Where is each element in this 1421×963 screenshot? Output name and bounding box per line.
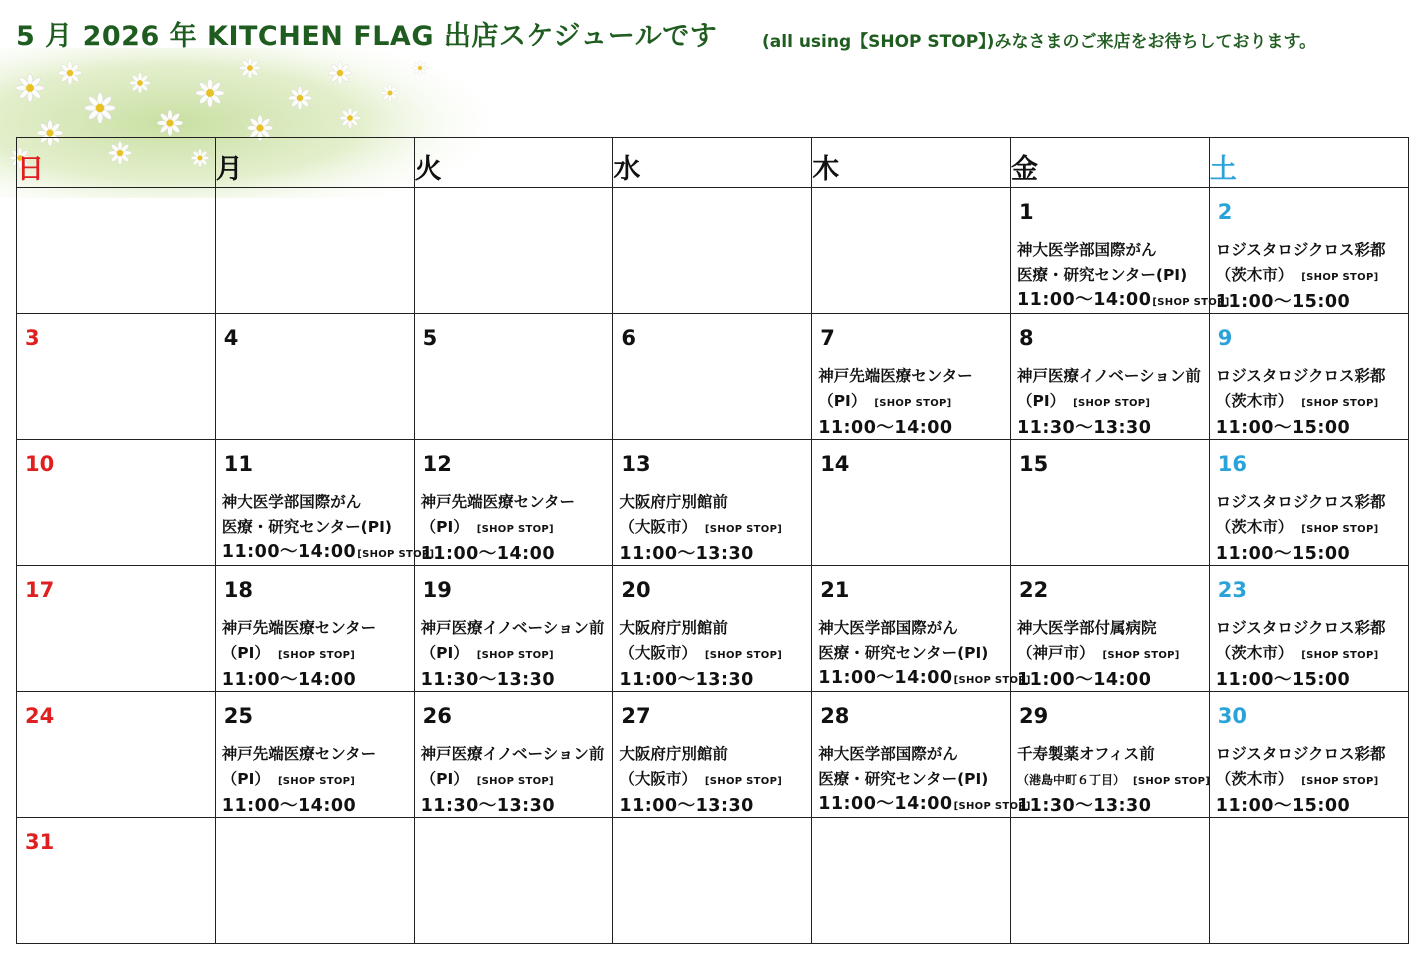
shop-event (1016, 238, 1230, 315)
calendar-day-cell (613, 692, 812, 818)
shop-event (1017, 616, 1205, 693)
weekday-saturday: 土 (1209, 138, 1408, 188)
calendar-day-cell (17, 818, 216, 944)
calendar-week-row (17, 692, 1409, 818)
event-time: 11:00～13:30 (619, 796, 754, 816)
day-number: 1 (1018, 200, 1034, 224)
calendar-day-cell (1010, 818, 1209, 944)
calendar-week-row (17, 440, 1409, 566)
event-location: ロジスタロジクロス彩都 (1215, 493, 1386, 511)
event-location: 神戸先端医療センター (818, 367, 973, 385)
calendar-day-cell (812, 314, 1011, 440)
day-number: 10 (25, 452, 55, 476)
page-title: 5 月 2026 年 KITCHEN FLAG 出店スケジュールです (16, 21, 718, 52)
shop-event (421, 742, 609, 819)
weekday-sunday: 日 (17, 138, 216, 188)
weekday-tuesday: 火 (414, 138, 613, 188)
calendar-day-cell (1209, 818, 1408, 944)
event-area: （茨木市） (1215, 644, 1294, 662)
shop-event (1216, 616, 1404, 693)
event-location: 大阪府庁別館前 (619, 619, 728, 637)
shop-event (221, 490, 435, 567)
shop-event (818, 364, 1006, 441)
calendar-day-cell (414, 566, 613, 692)
calendar-day-cell (414, 314, 613, 440)
calendar-day-cell (215, 566, 414, 692)
event-location: ロジスタロジクロス彩都 (1215, 241, 1386, 259)
shop-stop-tag: [SHOP STOP] (1301, 398, 1379, 409)
event-area: （神戸市） (1016, 644, 1095, 662)
day-number: 9 (1217, 326, 1233, 350)
shop-event (818, 616, 1031, 693)
day-number: 30 (1217, 704, 1248, 728)
event-location: 神戸先端医療センター (221, 619, 377, 637)
calendar-day-cell (17, 188, 216, 314)
calendar-day-cell (1209, 440, 1408, 566)
event-area: （茨木市） (1215, 770, 1294, 788)
calendar-day-cell (17, 314, 216, 440)
day-number: 26 (422, 704, 452, 728)
day-number: 5 (422, 326, 438, 350)
calendar-day-cell (1010, 566, 1209, 692)
day-number: 27 (621, 704, 651, 728)
event-area: （PI） (420, 518, 469, 536)
event-time: 11:00～14:00 (1016, 670, 1152, 690)
shop-stop-tag: [SHOP STOP] (953, 801, 1031, 812)
calendar-day-cell (812, 692, 1031, 818)
calendar-week-row (17, 188, 1409, 314)
event-location: 神大医学部国際がん (221, 493, 362, 511)
day-number: 24 (25, 704, 55, 728)
calendar-day-cell (1209, 188, 1408, 314)
day-number: 13 (621, 452, 651, 476)
day-number: 6 (621, 326, 637, 350)
event-time: 11:00～14:00 (420, 544, 556, 564)
event-area: （大阪市） (619, 770, 697, 788)
calendar-day-cell (215, 818, 414, 944)
calendar-day-cell (1209, 566, 1408, 692)
shop-stop-tag: [SHOP STOP] (704, 650, 783, 661)
event-area: （PI） (221, 644, 270, 662)
day-number: 28 (820, 704, 850, 728)
weekday-monday: 月 (215, 138, 414, 188)
weekday-friday: 金 (1010, 138, 1209, 188)
event-area: （PI） (818, 392, 867, 410)
event-area: 医療・研究センター(PI) (221, 518, 392, 536)
calendar-day-cell (613, 314, 812, 440)
event-location: ロジスタロジクロス彩都 (1215, 619, 1386, 637)
shop-stop-tag: [SHOP STOP] (953, 675, 1031, 686)
day-number: 19 (422, 578, 452, 602)
shop-stop-tag: [SHOP STOP] (1073, 398, 1151, 409)
event-location: 神大医学部国際がん (1016, 241, 1157, 259)
event-location: 神大医学部国際がん (818, 619, 958, 637)
shop-event (1216, 238, 1404, 315)
event-location: 神戸先端医療センター (221, 745, 377, 763)
shop-stop-tag: [SHOP STOP] (1301, 776, 1379, 787)
calendar-day-cell (1209, 314, 1408, 440)
calendar-day-cell (215, 440, 435, 566)
weekday-wednesday: 水 (613, 138, 812, 188)
event-area: （茨木市） (1215, 266, 1294, 284)
calendar-day-cell (414, 692, 613, 818)
event-area: 医療・研究センター(PI) (1016, 266, 1188, 284)
day-number: 17 (25, 578, 55, 602)
shop-event (1216, 364, 1404, 441)
shop-event (619, 490, 807, 567)
weekday-header-row (17, 138, 1409, 188)
shop-stop-tag: [SHOP STOP] (277, 650, 356, 661)
event-location: 神戸医療イノベーション前 (1016, 367, 1201, 385)
calendar-day-cell (613, 818, 812, 944)
event-time: 11:00～14:00 (221, 542, 357, 562)
shop-event (1216, 490, 1404, 567)
calendar-day-cell (215, 692, 414, 818)
day-number: 16 (1217, 452, 1248, 476)
event-time: 11:00～15:00 (1215, 544, 1351, 564)
shop-event (421, 616, 609, 693)
event-location: 大阪府庁別館前 (619, 745, 728, 763)
day-number: 23 (1217, 578, 1248, 602)
shop-event (818, 742, 1031, 819)
day-number: 21 (820, 578, 850, 602)
event-area: （PI） (420, 770, 469, 788)
event-area: （PI） (1016, 392, 1066, 410)
event-location: ロジスタロジクロス彩都 (1215, 367, 1386, 385)
event-location: 神戸先端医療センター (420, 493, 575, 511)
calendar-day-cell (414, 818, 613, 944)
event-location: 大阪府庁別館前 (619, 493, 728, 511)
event-location: ロジスタロジクロス彩都 (1215, 745, 1386, 763)
event-area: （PI） (420, 644, 469, 662)
shop-event (222, 616, 410, 693)
event-time: 11:30～13:30 (420, 796, 556, 816)
event-time: 11:30～13:30 (1016, 796, 1152, 816)
day-number: 20 (621, 578, 651, 602)
event-time: 11:00～15:00 (1215, 418, 1351, 438)
event-time: 11:00～14:00 (818, 668, 953, 688)
day-number: 31 (25, 830, 55, 854)
shop-event (619, 742, 807, 819)
event-time: 11:00～13:30 (619, 670, 754, 690)
event-area: 医療・研究センター(PI) (818, 770, 989, 788)
event-time: 11:00～14:00 (221, 796, 357, 816)
event-time: 11:00～14:00 (1016, 290, 1152, 310)
shop-stop-tag: [SHOP STOP] (1301, 524, 1379, 535)
calendar-day-cell (414, 440, 613, 566)
shop-event (1016, 742, 1211, 819)
calendar-day-cell (812, 818, 1011, 944)
event-location: 神大医学部付属病院 (1016, 619, 1157, 637)
day-number: 25 (223, 704, 254, 728)
event-area: （大阪市） (619, 644, 697, 662)
shop-stop-tag: [SHOP STOP] (1152, 297, 1230, 308)
calendar-day-cell (17, 692, 216, 818)
event-area: （PI） (221, 770, 270, 788)
shop-event (619, 616, 807, 693)
calendar-day-cell (1010, 692, 1209, 818)
day-number: 22 (1018, 578, 1049, 602)
calendar-day-cell (1010, 314, 1209, 440)
event-area: （茨木市） (1215, 518, 1294, 536)
event-time: 11:00～14:00 (818, 418, 953, 438)
calendar-day-cell (414, 188, 613, 314)
shop-event (421, 490, 609, 567)
day-number: 15 (1018, 452, 1049, 476)
day-number: 8 (1018, 326, 1034, 350)
event-time: 11:00～14:00 (818, 794, 953, 814)
calendar-day-cell (1209, 692, 1408, 818)
calendar-table (16, 137, 1409, 944)
day-number: 18 (223, 578, 254, 602)
day-number: 4 (223, 326, 239, 350)
day-number: 2 (1217, 200, 1233, 224)
event-time: 11:30～13:30 (1016, 418, 1152, 438)
shop-stop-tag: [SHOP STOP] (874, 398, 952, 409)
day-number: 12 (422, 452, 452, 476)
calendar-day-cell (613, 188, 812, 314)
calendar-day-cell (1010, 188, 1230, 314)
shop-event (1216, 742, 1404, 819)
shop-event (222, 742, 410, 819)
event-area: （大阪市） (619, 518, 697, 536)
event-area: （港島中町６丁目） (1016, 773, 1125, 787)
event-time: 11:00～15:00 (1215, 292, 1351, 312)
calendar-day-cell (215, 314, 414, 440)
event-location: 神戸医療イノベーション前 (420, 745, 605, 763)
shop-stop-tag: [SHOP STOP] (1301, 650, 1379, 661)
event-time: 11:00～15:00 (1215, 796, 1351, 816)
shop-stop-tag: [SHOP STOP] (476, 524, 554, 535)
calendar-day-cell (17, 440, 216, 566)
page-subtitle: (all using【SHOP STOP】)みなさまのご来店をお待ちしております。 (762, 32, 1317, 52)
calendar-week-row (17, 314, 1409, 440)
calendar-week-row (17, 818, 1409, 944)
event-location: 神大医学部国際がん (818, 745, 958, 763)
shop-stop-tag: [SHOP STOP] (1301, 272, 1379, 283)
day-number: 29 (1018, 704, 1049, 728)
event-time: 11:00～13:30 (619, 544, 754, 564)
calendar-week-row (17, 566, 1409, 692)
calendar-day-cell (613, 566, 812, 692)
shop-stop-tag: [SHOP STOP] (476, 776, 554, 787)
day-number: 14 (820, 452, 850, 476)
calendar-day-cell (812, 566, 1031, 692)
event-time: 11:30～13:30 (420, 670, 556, 690)
shop-stop-tag: [SHOP STOP] (357, 549, 435, 560)
calendar-day-cell (812, 188, 1011, 314)
event-time: 11:00～15:00 (1215, 670, 1351, 690)
event-time: 11:00～14:00 (221, 670, 357, 690)
event-area: （茨木市） (1215, 392, 1294, 410)
weekday-thursday: 木 (812, 138, 1011, 188)
shop-stop-tag: [SHOP STOP] (476, 650, 554, 661)
shop-stop-tag: [SHOP STOP] (1133, 776, 1211, 787)
shop-stop-tag: [SHOP STOP] (704, 524, 783, 535)
shop-stop-tag: [SHOP STOP] (277, 776, 356, 787)
calendar-day-cell (812, 440, 1011, 566)
day-number: 3 (25, 326, 40, 350)
calendar-day-cell (17, 566, 216, 692)
shop-stop-tag: [SHOP STOP] (704, 776, 783, 787)
shop-event (1017, 364, 1205, 441)
calendar-day-cell (613, 440, 812, 566)
calendar-day-cell (215, 188, 414, 314)
day-number: 11 (223, 452, 254, 476)
day-number: 7 (820, 326, 835, 350)
event-location: 神戸医療イノベーション前 (420, 619, 605, 637)
event-location: 千寿製薬オフィス前 (1016, 745, 1155, 763)
event-area: 医療・研究センター(PI) (818, 644, 989, 662)
shop-stop-tag: [SHOP STOP] (1102, 650, 1180, 661)
calendar-day-cell (1010, 440, 1209, 566)
